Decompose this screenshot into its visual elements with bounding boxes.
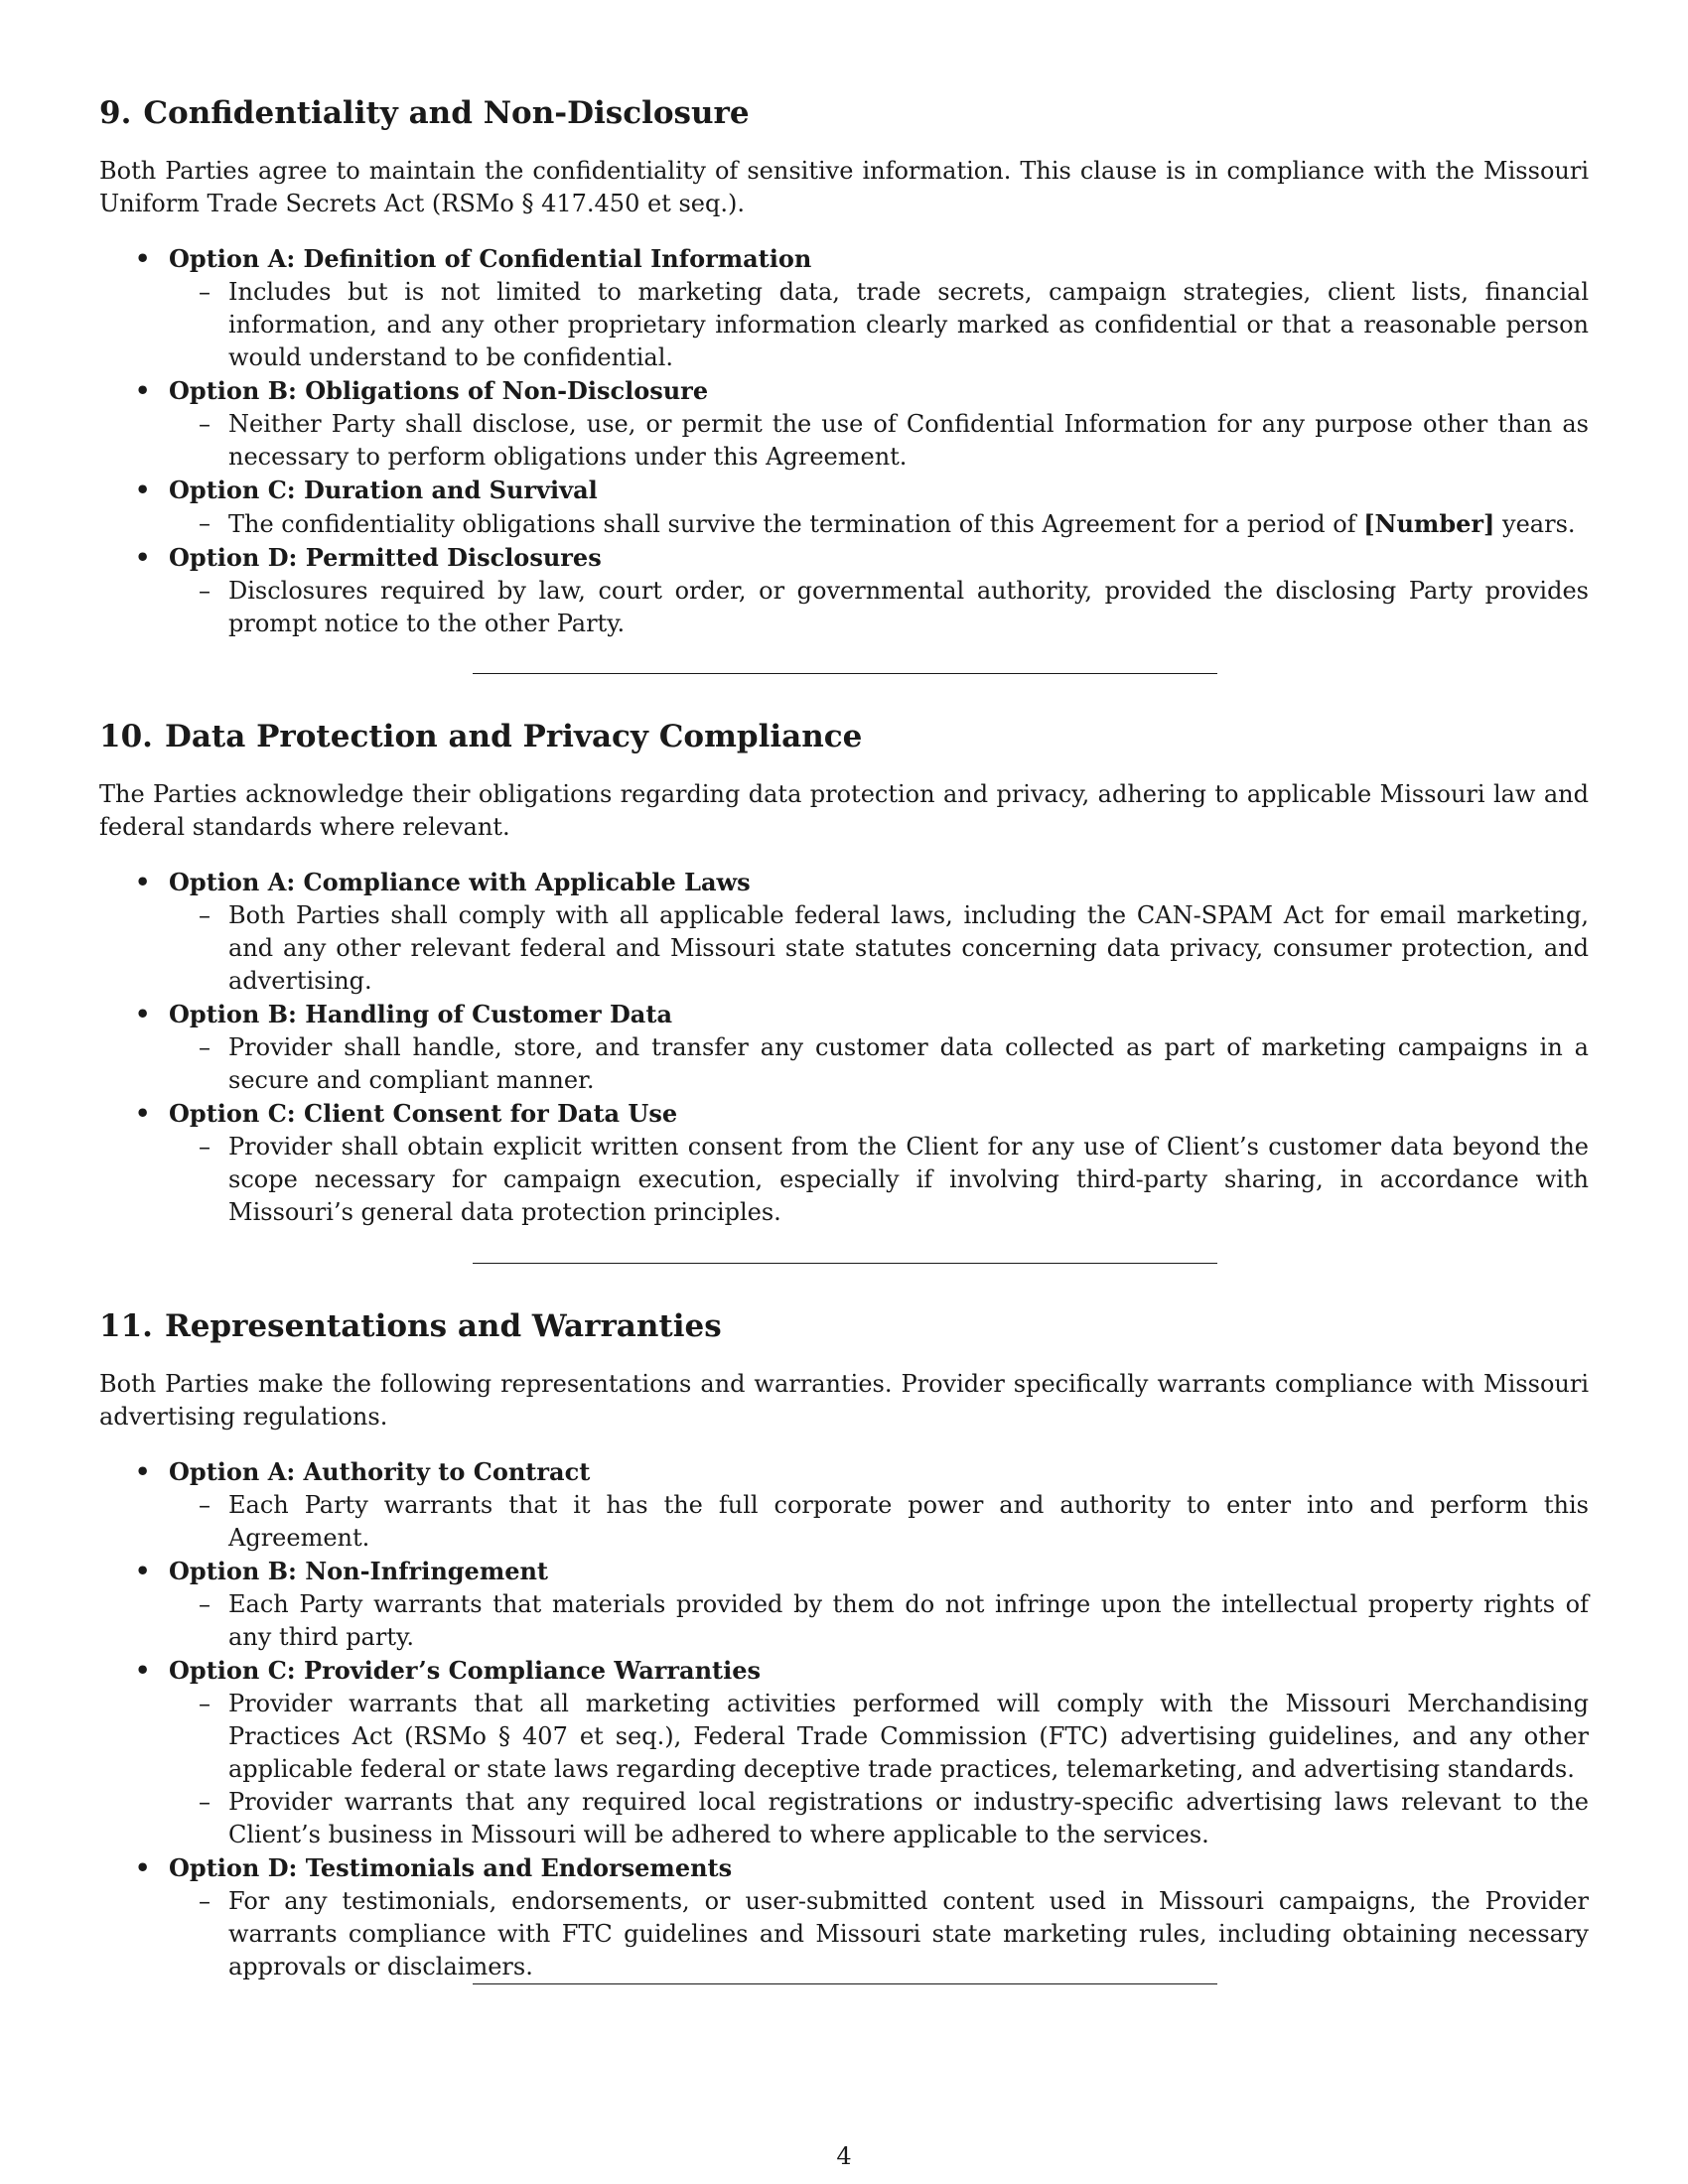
section-confidentiality xyxy=(99,93,1589,640)
option-item xyxy=(99,474,1589,541)
option-title: Option B: Handling of Customer Data xyxy=(169,1000,672,1028)
placeholder-number: Number xyxy=(1374,509,1484,538)
options-list xyxy=(99,242,1589,640)
sub-item-text: Provider shall obtain explicit written consent from the Client for any use of Client’s customer data beyond the scope necessary for campaign execution, especially if involving third-party sharing, in accordance with Missouri’s general data protection principles. xyxy=(228,1133,1589,1226)
section-divider xyxy=(473,673,1217,674)
sub-item-text-before: The confidentiality obligations shall survive the termination of this Agreement for a period of xyxy=(228,510,1364,538)
dash-icon: – xyxy=(199,901,211,929)
section-title: Confidentiality and Non-Disclosure xyxy=(143,95,750,131)
bullet-icon: • xyxy=(135,543,151,572)
option-title: Option C: Client Consent for Data Use xyxy=(169,1099,678,1128)
section-heading xyxy=(99,717,1589,756)
sub-item xyxy=(169,1688,1589,1786)
option-item xyxy=(99,242,1589,374)
sub-item xyxy=(169,1588,1589,1654)
sub-list xyxy=(169,1885,1589,1983)
dash-icon: – xyxy=(199,1491,211,1519)
dash-icon: – xyxy=(199,1590,211,1618)
option-item xyxy=(99,541,1589,640)
section-title: Representations and Warranties xyxy=(164,1308,722,1344)
option-title: Option B: Non-Infringement xyxy=(169,1557,549,1585)
option-title: Option B: Obligations of Non-Disclosure xyxy=(169,376,709,405)
sub-item xyxy=(169,1489,1589,1555)
sub-item-text: Provider warrants that all marketing activities performed will comply with the Missouri Merchandising Practices Act (RSMo § 407 et seq.), Federal Trade Commission (FTC) advertising guidelines, and any other applicable federal or state laws regarding deceptive trade practices, telemarketing, and advertising standards. xyxy=(228,1690,1589,1783)
sub-item-text: Disclosures required by law, court order, or governmental authority, provided the disclosing Party provides prompt notice to the other Party. xyxy=(228,577,1589,637)
bullet-icon: • xyxy=(135,1099,151,1128)
sub-item xyxy=(169,1786,1589,1851)
bullet-icon: • xyxy=(135,1000,151,1028)
sub-item-text: Both Parties shall comply with all applicable federal laws, including the CAN-SPAM Act for email marketing, and any other relevant federal and Missouri state statutes concerning data privacy, consumer protection, and advertising. xyxy=(228,901,1589,995)
sub-item xyxy=(169,507,1589,541)
bullet-icon: • xyxy=(135,868,151,896)
sub-item xyxy=(169,899,1589,998)
section-title: Data Protection and Privacy Compliance xyxy=(164,719,863,754)
sub-item xyxy=(169,1131,1589,1229)
options-list xyxy=(99,1455,1589,1983)
option-title: Option C: Duration and Survival xyxy=(169,476,598,504)
sub-list xyxy=(169,507,1589,541)
bullet-icon: • xyxy=(135,244,151,273)
dash-icon: – xyxy=(199,1887,211,1915)
dash-icon: – xyxy=(199,1690,211,1717)
sub-list xyxy=(169,1688,1589,1851)
section-data-protection xyxy=(99,717,1589,1229)
bullet-icon: • xyxy=(135,1557,151,1585)
option-item xyxy=(99,374,1589,474)
sub-item xyxy=(169,1885,1589,1983)
sub-item xyxy=(169,575,1589,640)
sub-item-text: Each Party warrants that it has the full corporate power and authority to enter into and perform this Agreement. xyxy=(228,1491,1589,1552)
section-divider xyxy=(473,1263,1217,1264)
dash-icon: – xyxy=(199,509,211,537)
section-intro: The Parties acknowledge their obligations regarding data protection and privacy, adhering to applicable Missouri law and federal standards where relevant. xyxy=(99,780,1589,841)
sub-item-text: Includes but is not limited to marketing data, trade secrets, campaign strategies, client lists, financial information, and any other proprietary information clearly marked as confidential or that a reasonable person would understand to be confidential. xyxy=(228,278,1589,371)
sub-list xyxy=(169,1588,1589,1654)
option-title: Option A: Compliance with Applicable Laws xyxy=(169,868,751,896)
dash-icon: – xyxy=(199,577,211,605)
option-title: Option A: Definition of Confidential Information xyxy=(169,244,812,273)
sub-list xyxy=(169,1031,1589,1097)
placeholder-close-bracket: ] xyxy=(1483,509,1495,538)
sub-item-text: Neither Party shall disclose, use, or permit the use of Confidential Information for any purpose other than as necessary to perform obligations under this Agreement. xyxy=(228,410,1589,471)
section-heading xyxy=(99,1306,1589,1346)
dash-icon: – xyxy=(199,410,211,438)
sub-list xyxy=(169,575,1589,640)
sub-item-text-after: years. xyxy=(1494,510,1576,538)
placeholder-open-bracket: [ xyxy=(1363,509,1375,538)
option-title: Option C: Provider’s Compliance Warranties xyxy=(169,1656,762,1685)
option-item xyxy=(99,1555,1589,1654)
sub-list xyxy=(169,276,1589,374)
option-item xyxy=(99,866,1589,998)
page-number: 4 xyxy=(836,2142,852,2170)
section-divider xyxy=(473,1983,1217,1984)
section-representations xyxy=(99,1306,1589,1983)
sub-item xyxy=(169,1031,1589,1097)
sub-list xyxy=(169,1131,1589,1229)
sub-item-text: Provider warrants that any required local registrations or industry-specific advertising laws relevant to the Client’s business in Missouri will be adhered to where applicable to the services. xyxy=(228,1788,1589,1848)
dash-icon: – xyxy=(199,1788,211,1816)
option-title: Option D: Testimonials and Endorsements xyxy=(169,1853,733,1882)
dash-icon: – xyxy=(199,1033,211,1061)
sub-item-text: For any testimonials, endorsements, or user-submitted content used in Missouri campaigns, the Provider warrants compliance with FTC guidelines and Missouri state marketing rules, including obtaining necessary approvals or disclaimers. xyxy=(228,1887,1589,1980)
sub-list xyxy=(169,899,1589,998)
section-number: 9. xyxy=(99,95,132,131)
dash-icon: – xyxy=(199,278,211,306)
dash-icon: – xyxy=(199,1133,211,1160)
bullet-icon: • xyxy=(135,1656,151,1685)
section-intro: Both Parties make the following representations and warranties. Provider specifically warrants compliance with Missouri advertising regulations. xyxy=(99,1370,1589,1431)
section-number: 10. xyxy=(99,719,153,754)
section-number: 11. xyxy=(99,1308,153,1344)
option-item xyxy=(99,1455,1589,1555)
sub-item xyxy=(169,276,1589,374)
document-page xyxy=(99,0,1589,2184)
option-title: Option A: Authority to Contract xyxy=(169,1457,591,1486)
bullet-icon: • xyxy=(135,376,151,405)
option-item xyxy=(99,998,1589,1097)
option-item xyxy=(99,1851,1589,1983)
sub-item xyxy=(169,408,1589,474)
option-item xyxy=(99,1654,1589,1851)
section-heading xyxy=(99,93,1589,133)
bullet-icon: • xyxy=(135,476,151,504)
option-title: Option D: Permitted Disclosures xyxy=(169,543,602,572)
sub-list xyxy=(169,408,1589,474)
sub-list xyxy=(169,1489,1589,1555)
sub-item-text: Each Party warrants that materials provided by them do not infringe upon the intellectual property rights of any third party. xyxy=(228,1590,1589,1651)
bullet-icon: • xyxy=(135,1853,151,1882)
options-list xyxy=(99,866,1589,1229)
sub-item-text: Provider shall handle, store, and transfer any customer data collected as part of marketing campaigns in a secure and compliant manner. xyxy=(228,1033,1589,1094)
section-intro: Both Parties agree to maintain the confidentiality of sensitive information. This clause is in compliance with the Missouri Uniform Trade Secrets Act (RSMo § 417.450 et seq.). xyxy=(99,157,1589,217)
bullet-icon: • xyxy=(135,1457,151,1486)
option-item xyxy=(99,1097,1589,1229)
